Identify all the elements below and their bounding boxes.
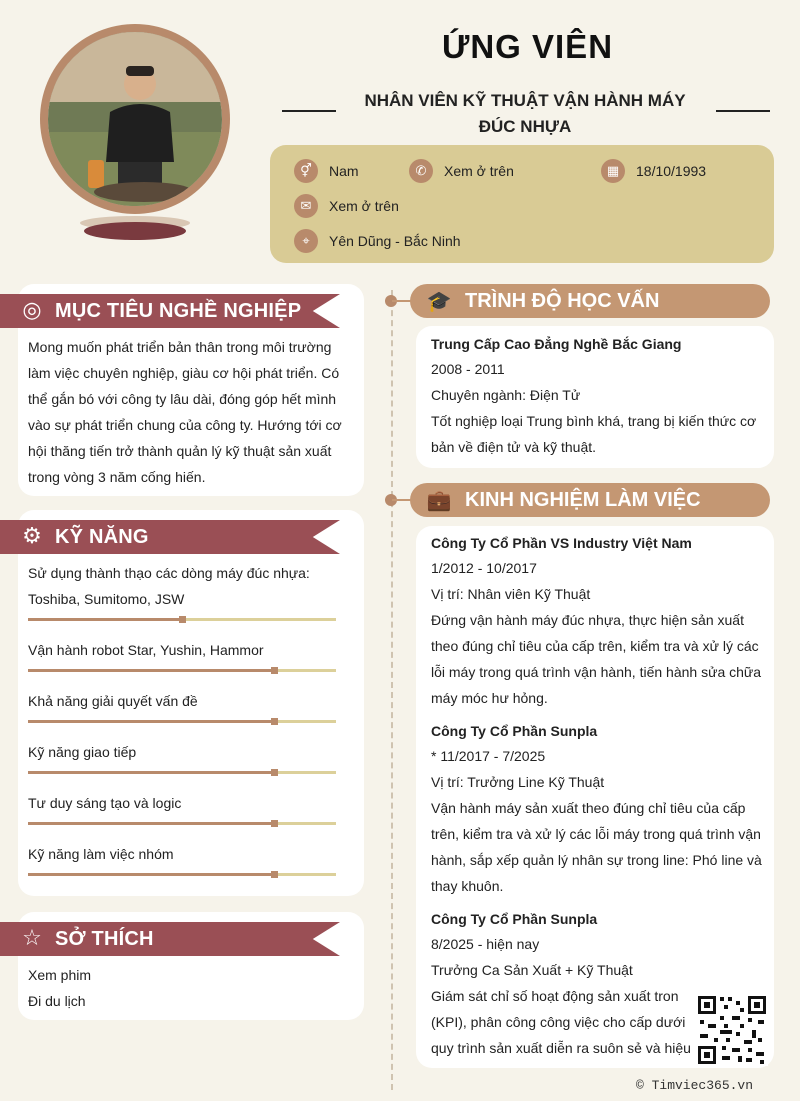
skill-item xyxy=(28,637,336,672)
company-name: Công Ty Cổ Phần Sunpla xyxy=(431,723,598,739)
objective-line: hội thăng tiến trở thành quản lý kỹ thuật sản xuất xyxy=(28,443,332,459)
job-desc-line: thay khuôn. xyxy=(431,878,504,894)
skill-label: Vận hành robot Star, Yushin, Hammor xyxy=(28,642,264,658)
experience-title: KINH NGHIỆM LÀM VIỆC xyxy=(465,489,701,511)
hobbies-banner xyxy=(0,922,348,956)
education-card xyxy=(416,326,774,468)
skill-item xyxy=(28,688,336,723)
job-entry xyxy=(431,719,765,899)
info-email xyxy=(294,194,399,218)
objective-line: thể gắn bó với công ty lâu dài, đóng góp hết mình xyxy=(28,391,337,407)
objective-banner xyxy=(0,294,348,328)
job-title-line-1: NHÂN VIÊN KỸ THUẬT VẬN HÀNH MÁY xyxy=(364,91,686,110)
briefcase-icon: 💼 xyxy=(426,488,452,512)
info-gender xyxy=(294,159,359,183)
education-desc: bản về điện tử và kỹ thuật. xyxy=(431,439,597,455)
job-position: Vị trí: Nhân viên Kỹ Thuật xyxy=(431,586,591,602)
avatar xyxy=(40,24,230,244)
birthday-value: 18/10/1993 xyxy=(636,163,707,179)
title-rule-left xyxy=(282,110,336,112)
job-entry xyxy=(431,531,765,711)
job-desc-line: theo đúng chỉ tiêu của cấp trên, kiểm tra và xử lý các xyxy=(431,638,759,654)
phone-value: Xem ở trên xyxy=(444,163,514,179)
education-period: 2008 - 2011 xyxy=(431,361,505,377)
hobby-item: Xem phim xyxy=(28,967,92,983)
skill-bar xyxy=(28,669,336,672)
job-desc-line: Đứng vận hành máy đúc nhựa, thực hiện sản xuất xyxy=(431,612,744,628)
skill-label-cont: Toshiba, Sumitomo, JSW xyxy=(28,591,185,607)
info-birthday xyxy=(601,159,706,183)
job-title-line-2: ĐÚC NHỰA xyxy=(478,117,572,136)
objective-line: Mong muốn phát triển bản thân trong môi trường xyxy=(28,339,332,355)
skill-bar xyxy=(28,618,336,621)
address-value: Yên Dũng - Bắc Ninh xyxy=(329,233,461,249)
skill-item xyxy=(28,739,336,774)
qr-code-icon xyxy=(696,994,768,1066)
company-name: Công Ty Cổ Phần Sunpla xyxy=(431,911,598,927)
candidate-name: ỨNG VIÊN xyxy=(441,28,614,65)
job-position: Vị trí: Trưởng Line Kỹ Thuật xyxy=(431,774,605,790)
skill-label: Kỹ năng giao tiếp xyxy=(28,744,137,760)
job-desc-line: Giám sát chỉ số hoạt động sản xuất tron xyxy=(431,988,679,1004)
job-desc-line: (KPI), phân công công việc cho cấp dưới xyxy=(431,1014,686,1030)
skill-bar xyxy=(28,873,336,876)
calendar-icon: ▦ xyxy=(601,159,625,183)
skills-title: KỸ NĂNG xyxy=(55,526,149,548)
hobbies-title: SỞ THÍCH xyxy=(55,928,154,950)
timeline-line xyxy=(391,290,393,1090)
job-desc-line: lỗi máy trong quá trình vận hành, tiến hành sửa chữa xyxy=(431,664,762,680)
job-desc-line: quy trình sản xuất diễn ra suôn sẻ và hiệu xyxy=(431,1040,691,1056)
job-position: Trưởng Ca Sản Xuất + Kỹ Thuật xyxy=(431,962,633,978)
email-value: Xem ở trên xyxy=(329,198,399,214)
objective-line: làm việc chuyên nghiệp, giàu cơ hội phát triển. Có xyxy=(28,365,340,381)
objective-text xyxy=(28,334,348,490)
hobbies-list xyxy=(28,962,91,1014)
job-title xyxy=(350,88,700,140)
location-pin-icon: ⌖ xyxy=(294,229,318,253)
job-desc-line: hành, sắp xếp quản lý nhân sự trong line: Phó line và xyxy=(431,852,762,868)
skill-label: Khả năng giải quyết vấn đề xyxy=(28,693,198,709)
skill-item xyxy=(28,841,336,876)
experience-card xyxy=(416,526,774,1068)
skill-bar xyxy=(28,822,336,825)
skill-item xyxy=(28,790,336,825)
avatar-stand xyxy=(84,222,186,240)
skill-bar xyxy=(28,720,336,723)
job-desc-line: máy móc hư hỏng. xyxy=(431,690,548,706)
title-rule-right xyxy=(716,110,770,112)
star-icon: ☆ xyxy=(22,926,42,951)
job-desc-line: Vận hành máy sản xuất theo đúng chỉ tiêu của cấp xyxy=(431,800,746,816)
gear-icon: ⚙ xyxy=(22,524,42,549)
objective-line: trong vòng 3 năm cống hiến. xyxy=(28,469,206,485)
gender-value: Nam xyxy=(329,163,359,179)
objective-title: MỤC TIÊU NGHỀ NGHIỆP xyxy=(55,300,302,322)
skills-banner xyxy=(0,520,348,554)
qr-code xyxy=(696,994,768,1066)
experience-banner xyxy=(410,483,770,517)
education-title: TRÌNH ĐỘ HỌC VẤN xyxy=(465,290,660,312)
info-phone xyxy=(409,159,514,183)
phone-icon: ✆ xyxy=(409,159,433,183)
skill-label: Kỹ năng làm việc nhóm xyxy=(28,846,174,862)
hobby-item: Đi du lịch xyxy=(28,993,86,1009)
education-major: Chuyên ngành: Điện Tử xyxy=(431,387,581,403)
job-desc-line: trên, kiểm tra và xử lý các lỗi máy trong quá trình vận xyxy=(431,826,761,842)
avatar-photo-illustration xyxy=(48,32,222,206)
skill-item xyxy=(28,560,336,621)
company-name: Công Ty Cổ Phần VS Industry Việt Nam xyxy=(431,535,692,551)
skill-label: Sử dụng thành thạo các dòng máy đúc nhựa: xyxy=(28,565,310,581)
skill-bar xyxy=(28,771,336,774)
job-period: * 11/2017 - 7/2025 xyxy=(431,748,546,764)
footer-credit: © Timviec365.vn xyxy=(636,1078,754,1093)
gender-icon: ⚥ xyxy=(294,159,318,183)
target-icon: ◎ xyxy=(22,298,42,323)
personal-info-box xyxy=(270,145,774,263)
avatar-photo xyxy=(48,32,222,206)
graduation-cap-icon: 🎓 xyxy=(426,289,452,313)
school-name: Trung Cấp Cao Đẳng Nghề Bắc Giang xyxy=(431,336,682,352)
skill-label: Tư duy sáng tạo và logic xyxy=(28,795,182,811)
education-banner xyxy=(410,284,770,318)
email-icon: ✉ xyxy=(294,194,318,218)
job-period: 8/2025 - hiện nay xyxy=(431,936,540,952)
objective-line: vào sự phát triển chung của công ty. Hướng tới cơ xyxy=(28,417,342,433)
education-desc: Tốt nghiệp loại Trung bình khá, trang bị kiến thức cơ xyxy=(431,413,757,429)
info-address xyxy=(294,229,461,253)
job-period: 1/2012 - 10/2017 xyxy=(431,560,537,576)
